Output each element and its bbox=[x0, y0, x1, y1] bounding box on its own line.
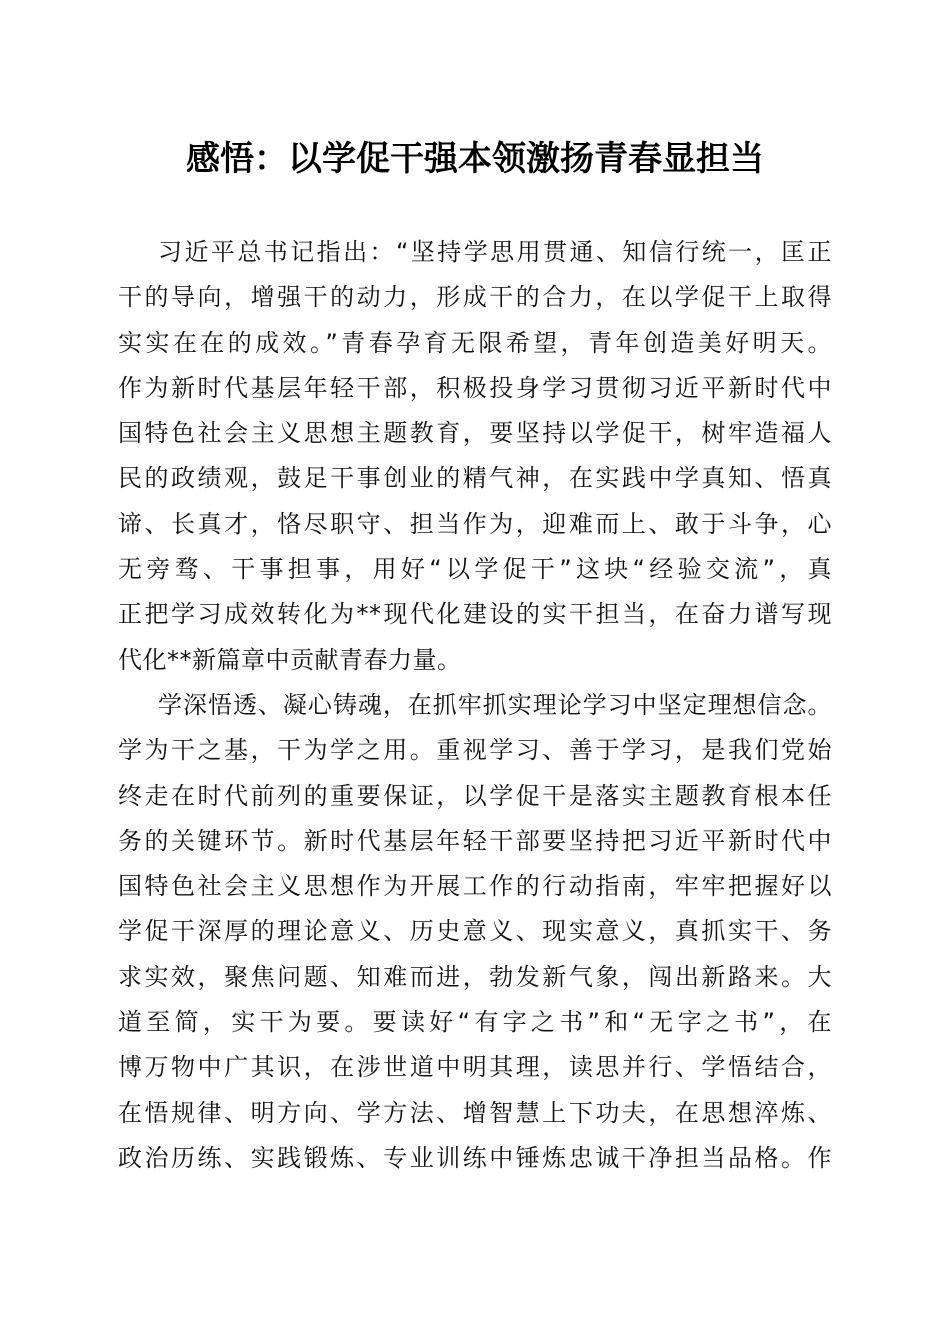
text-line: 学深悟透、凝心铸魂，在抓牢抓实理论学习中坚定理想信念。 bbox=[158, 690, 832, 719]
text-line: 代化**新篇章中贡献青春力量。 bbox=[118, 645, 462, 674]
text-line: 在悟规律、明方向、学方法、增智慧上下功夫，在思想淬炼、 bbox=[118, 1098, 832, 1127]
text-line: 学促干深厚的理论意义、历史意义、现实意义，真抓实干、务 bbox=[118, 917, 832, 946]
text-line: 谛、长真才，恪尽职守、担当作为，迎难而上、敢于斗争，心 bbox=[118, 509, 832, 538]
text-line: 干的导向，增强干的动力，形成干的合力，在以学促干上取得 bbox=[118, 283, 832, 312]
text-line: 学为干之基，干为学之用。重视学习、善于学习，是我们党始 bbox=[118, 736, 832, 765]
document-title: 感悟：以学促干强本领激扬青春显担当 bbox=[186, 139, 764, 179]
text-line: 作为新时代基层年轻干部，积极投身学习贯彻习近平新时代中 bbox=[118, 373, 832, 402]
text-line: 国特色社会主义思想主题教育，要坚持以学促干，树牢造福人 bbox=[118, 419, 832, 448]
text-line: 政治历练、实践锻炼、专业训练中锤炼忠诚干净担当品格。作 bbox=[118, 1143, 832, 1172]
text-line: 务的关键环节。新时代基层年轻干部要坚持把习近平新时代中 bbox=[118, 826, 832, 855]
text-line: 道至简，实干为要。要读好“有字之书”和“无字之书”，在 bbox=[118, 1008, 832, 1037]
text-line: 实实在在的成效。”青春孕育无限希望，青年创造美好明天。 bbox=[118, 328, 832, 357]
paragraph-1 bbox=[118, 230, 832, 683]
text-line: 无旁骛、干事担事，用好“以学促干”这块“经验交流”，真 bbox=[118, 555, 832, 584]
text-line: 求实效，聚焦问题、知难而进，勃发新气象，闯出新路来。大 bbox=[118, 962, 832, 991]
text-line: 正把学习成效转化为**现代化建设的实干担当，在奋力谱写现 bbox=[118, 600, 832, 629]
text-line: 习近平总书记指出：“坚持学思用贯通、知信行统一，匡正 bbox=[158, 238, 832, 266]
text-line: 终走在时代前列的重要保证，以学促干是落实主题教育根本任 bbox=[118, 781, 832, 810]
text-line: 博万物中广其识，在涉世道中明其理，读思并行、学悟结合， bbox=[118, 1053, 832, 1082]
document-body bbox=[118, 230, 832, 1181]
text-line: 国特色社会主义思想作为开展工作的行动指南，牢牢把握好以 bbox=[118, 872, 832, 901]
text-line: 民的政绩观，鼓足干事创业的精气神，在实践中学真知、悟真 bbox=[118, 464, 832, 493]
paragraph-2 bbox=[118, 683, 832, 1181]
